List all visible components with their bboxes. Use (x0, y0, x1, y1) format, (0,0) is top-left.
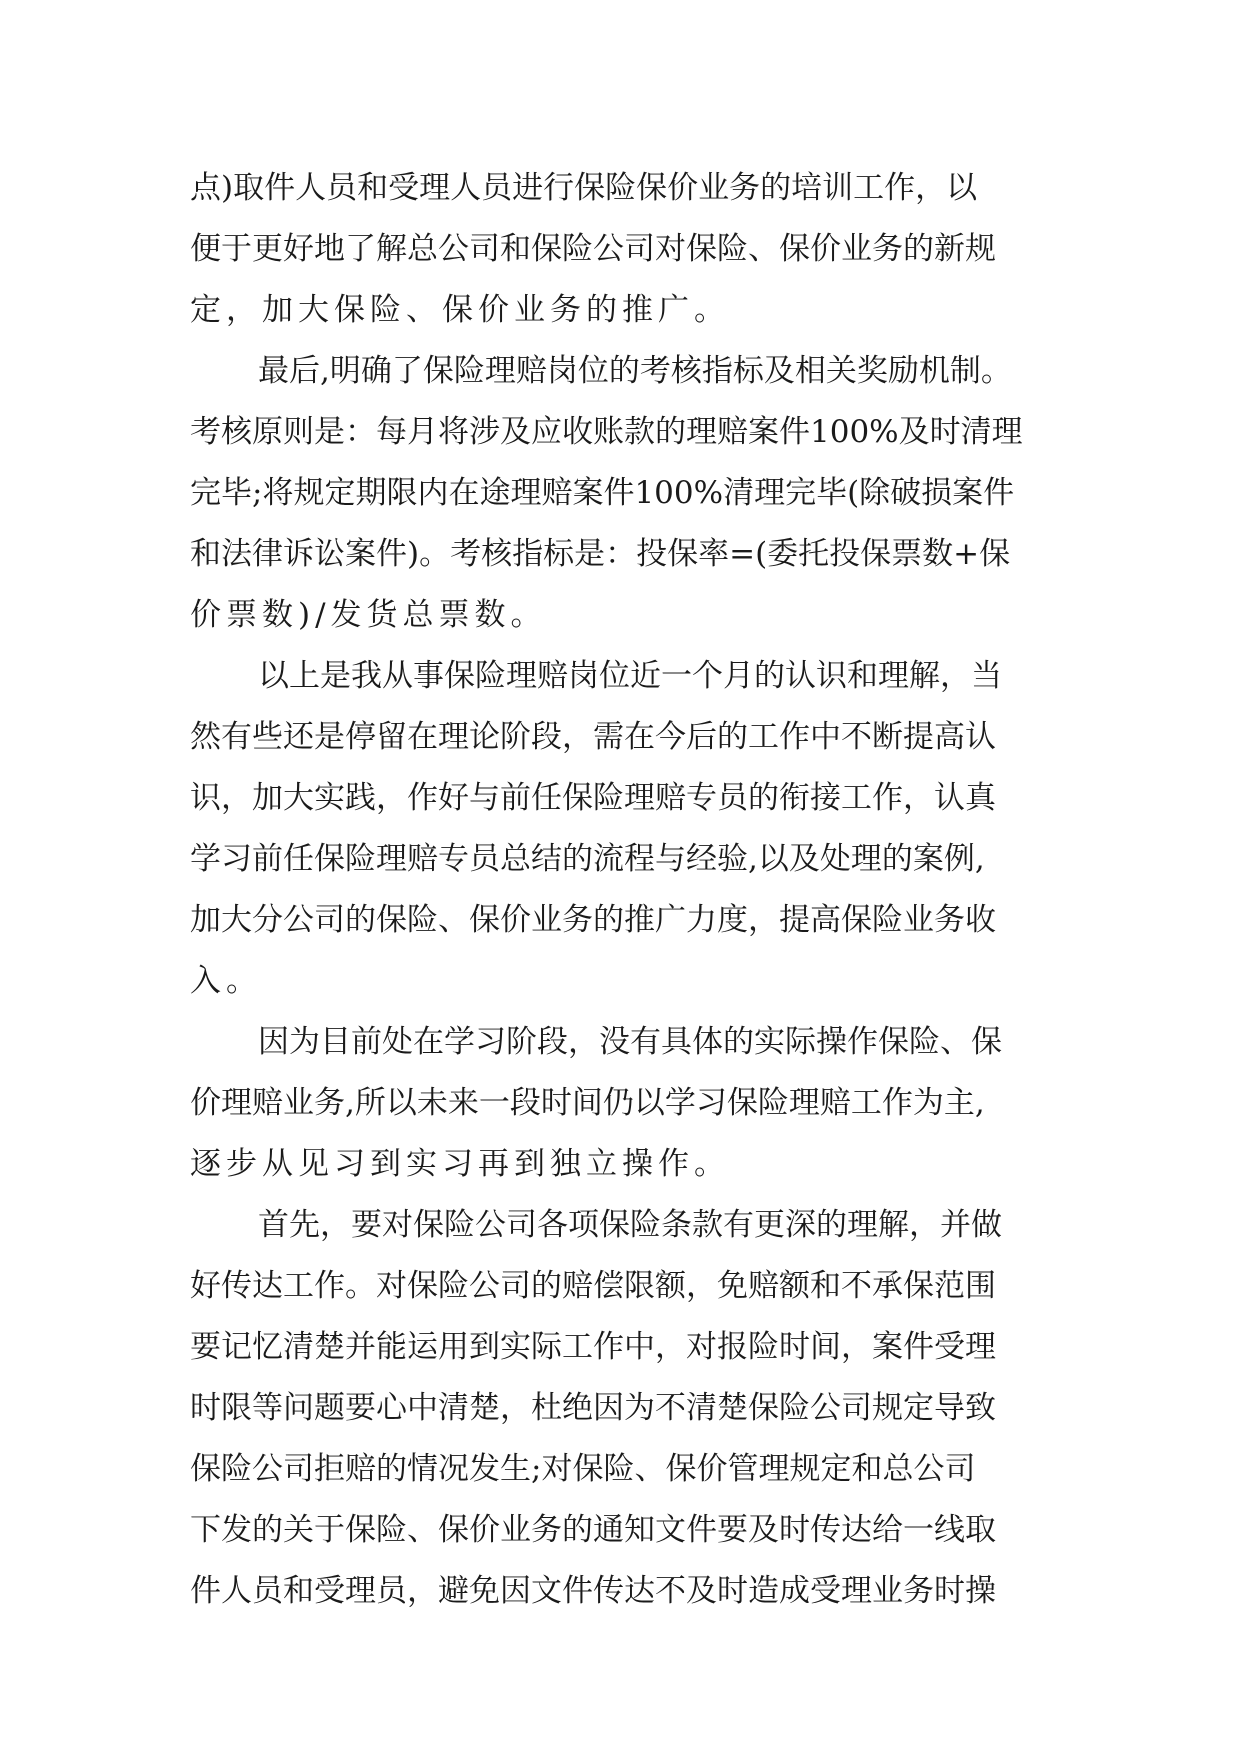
text-line: 然有些还是停留在理论阶段，需在今后的工作中不断提高认 (190, 719, 996, 755)
paragraph-first-line: 首先，要对保险公司各项保险条款有更深的理解，并做 (258, 1207, 1002, 1243)
text-line: 点)取件人员和受理人员进行保险保价业务的培训工作，以 (190, 170, 978, 206)
text-line: 时限等问题要心中清楚，杜绝因为不清楚保险公司规定导致 (190, 1390, 996, 1426)
text-line: 定，加大保险、保价业务的推广。 (190, 292, 730, 328)
text-line: 考核原则是：每月将涉及应收账款的理赔案件100%及时清理 (190, 414, 1023, 450)
text-line: 价理赔业务,所以未来一段时间仍以学习保险理赔工作为主, (190, 1085, 985, 1121)
text-line: 要记忆清楚并能运用到实际工作中，对报险时间，案件受理 (190, 1329, 996, 1365)
text-line: 和法律诉讼案件)。考核指标是：投保率=(委托投保票数+保 (190, 536, 1011, 572)
paragraph-first-line: 因为目前处在学习阶段，没有具体的实际操作保险、保 (258, 1024, 1002, 1060)
text-line: 便于更好地了解总公司和保险公司对保险、保价业务的新规 (190, 231, 996, 267)
text-line: 好传达工作。对保险公司的赔偿限额，免赔额和不承保范围 (190, 1268, 996, 1304)
text-line: 学习前任保险理赔专员总结的流程与经验,以及处理的案例, (190, 841, 985, 877)
text-line: 识，加大实践，作好与前任保险理赔专员的衔接工作，认真 (190, 780, 996, 816)
text-line: 入。 (190, 963, 262, 999)
paragraph-first-line: 最后,明确了保险理赔岗位的考核指标及相关奖励机制。 (258, 353, 1012, 389)
text-line: 件人员和受理员，避免因文件传达不及时造成受理业务时操 (190, 1573, 996, 1609)
text-line: 加大分公司的保险、保价业务的推广力度，提高保险业务收 (190, 902, 996, 938)
text-line: 价票数)/发货总票数。 (190, 597, 547, 633)
text-line: 下发的关于保险、保价业务的通知文件要及时传达给一线取 (190, 1512, 996, 1548)
text-line: 保险公司拒赔的情况发生;对保险、保价管理规定和总公司 (190, 1451, 976, 1487)
text-line: 完毕;将规定期限内在途理赔案件100%清理完毕(除破损案件 (190, 475, 1015, 511)
paragraph-first-line: 以上是我从事保险理赔岗位近一个月的认识和理解，当 (258, 658, 1002, 694)
text-line: 逐步从见习到实习再到独立操作。 (190, 1146, 730, 1182)
document-body (190, 158, 1050, 1622)
